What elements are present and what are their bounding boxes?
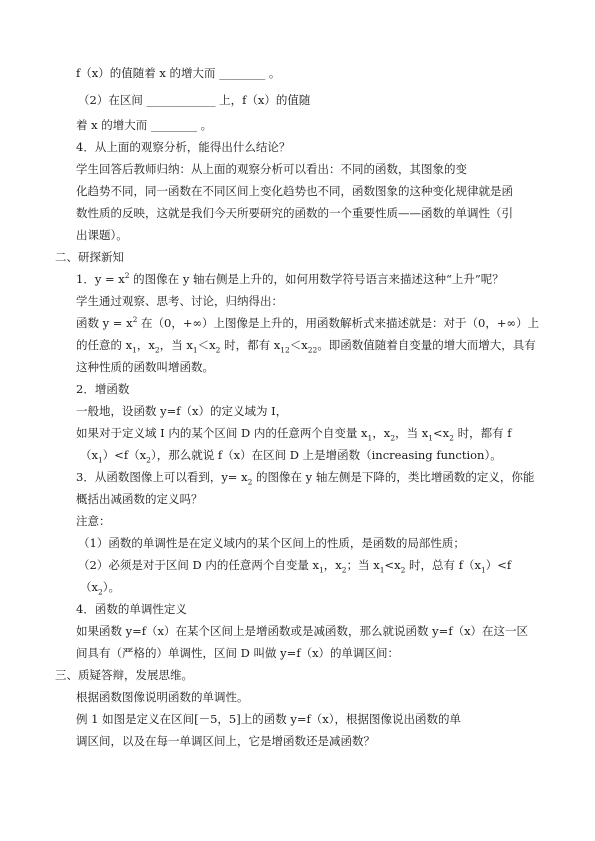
text-line-4: 4．从上面的观察分析，能得出什么结论？ <box>76 140 291 154</box>
text-line-14: 这种性质的函数叫增函数。 <box>76 360 214 374</box>
text-line-30: 例 1 如图是定义在区间[－5，5]上的函数 y=f（x），根据图像说出函数的单 <box>76 712 462 726</box>
text-line-3: 着 x 的增大而 ________ 。 <box>76 118 213 132</box>
text-line-26: 如果函数 y=f（x）在某个区间上是增函数或是减函数，那么就说函数 y=f（x）在这一区 <box>76 624 529 638</box>
text-line-25: 4．函数的单调性定义 <box>76 602 187 616</box>
text-line-2: （2）在区间 ____________ 上，f（x）的值随 <box>78 93 311 107</box>
text-line-9: 二、研探新知 <box>55 250 124 264</box>
text-line-15: 2．增函数 <box>76 382 130 396</box>
text-line-19: 3．从函数图像上可以看到，$y= x_2$ 的图像在 y 轴左侧是下降的，类比增函数的定义，你能 <box>76 470 535 487</box>
text-line-5: 学生回答后教师归纳：从上面的观察分析可以看出：不同的函数，其图象的变 <box>76 162 467 176</box>
text-line-8: 出课题）。 <box>76 228 128 242</box>
text-line-31: 调区间，以及在每一单调区间上，它是增函数还是减函数？ <box>76 734 375 748</box>
text-line-27: 间具有（严格的）单调性，区间 D 叫做 y=f（x）的单调区间： <box>76 646 400 660</box>
text-line-16: 一般地，设函数 y=f（x）的定义域为 I， <box>76 404 288 418</box>
text-line-7: 数性质的反映，这就是我们今天所要研究的函数的一个重要性质——函数的单调性（引 <box>76 206 513 220</box>
text-line-22: （1）函数的单调性是在定义域内的某个区间上的性质，是函数的局部性质； <box>78 536 465 550</box>
text-line-13: 的任意的 $x_1$，$x_2$，当 $x_1<x_2$ 时，都有 $x_{12}<x_{22}$。即函数值随着自变量的增大而增大，具有 <box>76 338 536 355</box>
text-line-28: 三、质疑答辩，发展思维。 <box>55 668 193 682</box>
text-line-12: 函数 $y = x^2$ 在（0，+∞）上图像是上升的，用函数解析式来描述就是：对于（0，+∞）上 <box>76 315 540 330</box>
text-line-10: 1．$y = x^2$ 的图像在 y 轴右侧是上升的，如何用数学符号语言来描述这种“上升”呢？ <box>76 271 504 286</box>
text-line-11: 学生通过观察、思考、讨论，归纳得出： <box>76 294 283 308</box>
text-line-18: $(x_1)<f(x_2)$，那么就说 f（x）在区间 D 上是增函数（increasing function）。 <box>80 448 502 465</box>
text-line-29: 根据函数图像说明函数的单调性。 <box>76 690 249 704</box>
text-line-6: 化趋势不同，同一函数在不同区间上变化趋势也不同，函数图象的这种变化规律就是函 <box>76 184 513 198</box>
text-line-23: （2）必须是对于区间 D 内的任意两个自变量 $x_1$，$x_2$；当 $x_1<x_2$ 时，总有 $f(x_1)<f$ <box>78 558 512 575</box>
text-line-1: f（x）的值随着 x 的增大而 ________ 。 <box>76 66 281 80</box>
text-line-20: 概括出减函数的定义吗？ <box>76 492 203 506</box>
text-line-17: 如果对于定义域 I 内的某个区间 D 内的任意两个自变量 $x_1$，$x_2$，当 $x_1<x_2$ 时，都有 f <box>76 426 512 443</box>
text-line-24: $(x_2)$。 <box>80 580 121 597</box>
text-line-21: 注意： <box>76 514 111 528</box>
